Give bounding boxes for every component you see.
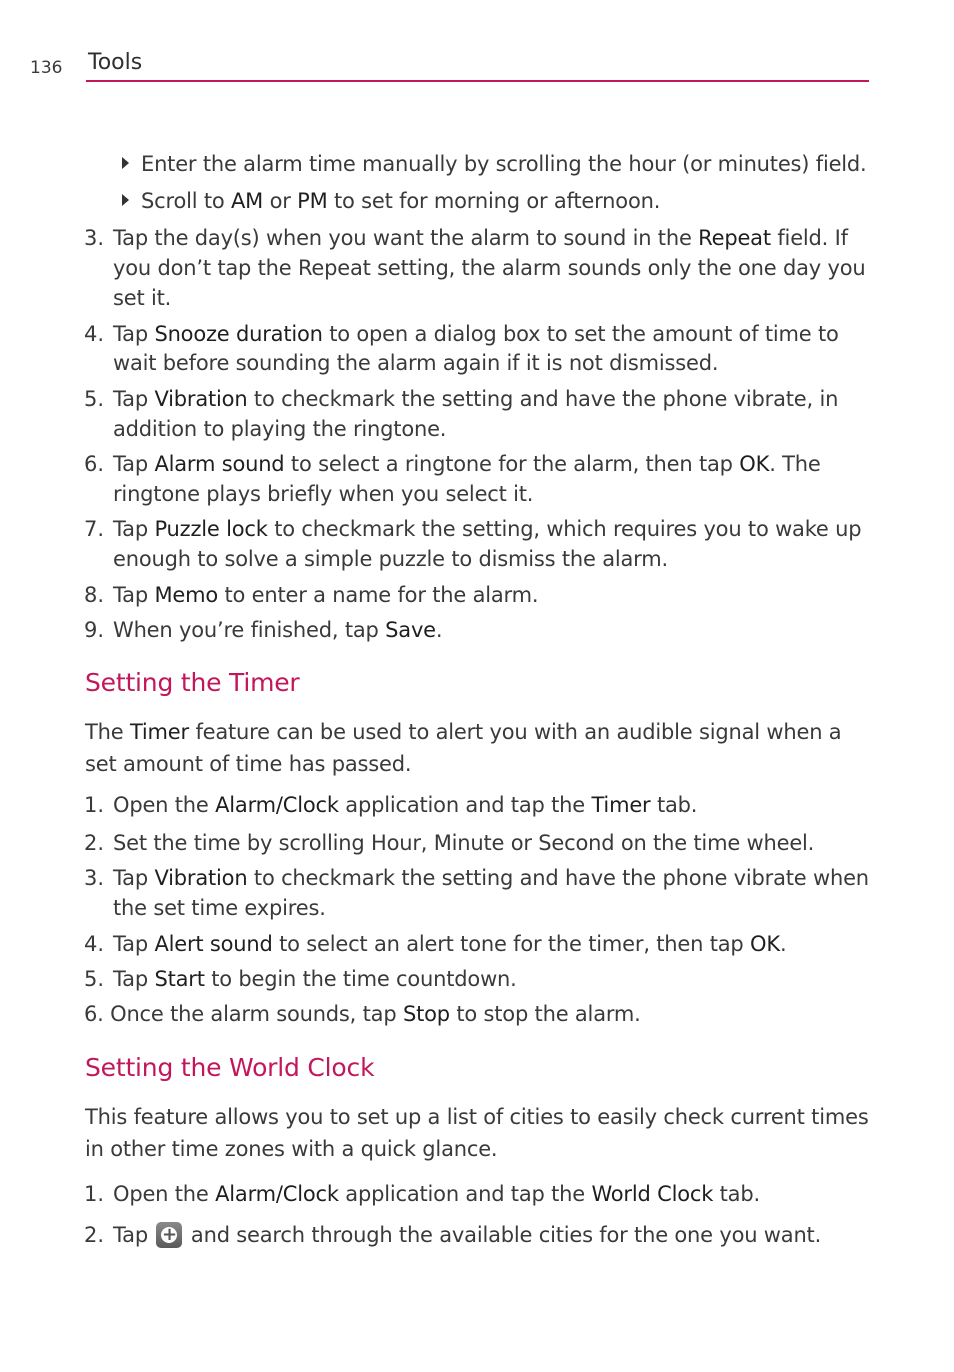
world-clock-intro-line: in other time zones with a quick glance.: [85, 1137, 498, 1161]
text: to checkmark the setting and have the phone vibrate when: [247, 866, 869, 890]
step-line: [113, 1179, 760, 1209]
step-number: 6.: [84, 452, 105, 476]
step-number: 8.: [84, 583, 105, 607]
ui-term: Alarm sound: [154, 452, 285, 476]
text: Tap: [113, 452, 155, 476]
text: to select a ringtone for the alarm, then tap: [284, 452, 740, 476]
text: to checkmark the setting and have the phone vibrate, in: [247, 387, 839, 411]
step-line: [113, 223, 848, 253]
ui-term: World Clock: [591, 1182, 714, 1206]
text: Tap: [113, 932, 155, 956]
text: .: [779, 932, 787, 956]
text: to set for morning or afternoon.: [327, 189, 661, 213]
step-line: [113, 964, 517, 994]
ui-term: PM: [297, 189, 328, 213]
ui-term: Start: [154, 967, 205, 991]
section-title: Tools: [88, 50, 143, 75]
step-line: enough to solve a simple puzzle to dismiss the alarm.: [113, 547, 668, 571]
step-line: [113, 514, 861, 544]
step-number: 2.: [84, 1223, 105, 1247]
step-number: 5.: [84, 387, 105, 411]
ui-term: OK: [750, 932, 780, 956]
text: tab.: [650, 793, 698, 817]
ui-term: Timer: [129, 720, 189, 744]
text: When you’re finished, tap: [113, 618, 386, 642]
text: to select an alert tone for the timer, then tap: [272, 932, 751, 956]
step-number: 9.: [84, 618, 105, 642]
step-line: [113, 319, 839, 349]
text: feature can be used to alert you with an audible signal when a: [188, 720, 842, 744]
ui-term: Alarm/Clock: [215, 793, 339, 817]
step-line: you don’t tap the Repeat setting, the alarm sounds only the one day you: [113, 256, 866, 280]
ui-term: Save: [385, 618, 436, 642]
step-line: [113, 449, 821, 479]
text: Tap: [113, 322, 155, 346]
text: field. If: [770, 226, 848, 250]
ui-term: Snooze duration: [154, 322, 323, 346]
text: or: [263, 189, 298, 213]
timer-heading: Setting the Timer: [85, 668, 300, 697]
text: Scroll to: [141, 189, 231, 213]
step-line: [113, 863, 869, 893]
step-number: 7.: [84, 517, 105, 541]
ui-term: Memo: [154, 583, 218, 607]
step-number: 4.: [84, 932, 105, 956]
step-line: addition to playing the ringtone.: [113, 417, 447, 441]
ui-term: OK: [739, 452, 770, 476]
step-number: 5.: [84, 967, 105, 991]
text: application and tap the: [338, 793, 592, 817]
world-clock-heading: Setting the World Clock: [85, 1053, 375, 1082]
step-number: 2.: [84, 831, 105, 855]
text: Tap the day(s) when you want the alarm to sound in the: [113, 226, 699, 250]
ui-term: Puzzle lock: [154, 517, 268, 541]
text: Tap: [113, 517, 155, 541]
ui-term: Stop: [402, 1002, 450, 1026]
timer-intro-line: [85, 717, 841, 747]
text: . The: [769, 452, 821, 476]
ui-term: Alert sound: [154, 932, 273, 956]
bullet-item: [141, 186, 660, 216]
step-number: 3.: [84, 226, 105, 250]
step-number: 1.: [84, 793, 105, 817]
text: 6. Once the alarm sounds, tap: [84, 1002, 403, 1026]
page-header: [0, 0, 954, 90]
step-line: ringtone plays briefly when you select it.: [113, 482, 534, 506]
ui-term: Alarm/Clock: [215, 1182, 339, 1206]
text: Tap: [113, 866, 155, 890]
bullet-text: Enter the alarm time manually by scrolling the hour (or minutes) field.: [141, 152, 867, 176]
bullet-triangle-icon: [122, 157, 129, 169]
step-line: [113, 580, 538, 610]
step-line: set it.: [113, 286, 172, 310]
step-line: [113, 790, 697, 820]
add-icon: [156, 1222, 182, 1248]
ui-term: Timer: [591, 793, 651, 817]
header-rule: [86, 80, 869, 82]
text: tab.: [713, 1182, 760, 1206]
step-line: [113, 384, 838, 414]
ui-term: Vibration: [154, 387, 248, 411]
timer-intro-line: set amount of time has passed.: [85, 752, 412, 776]
bullet-triangle-icon: [122, 194, 129, 206]
step-line: wait before sounding the alarm again if it is not dismissed.: [113, 351, 719, 375]
text: application and tap the: [338, 1182, 592, 1206]
ui-term: Repeat: [698, 226, 771, 250]
text: Open the: [113, 1182, 216, 1206]
text: and search through the available cities for the one you want.: [184, 1223, 822, 1247]
text: to enter a name for the alarm.: [217, 583, 539, 607]
step-line: [113, 615, 442, 645]
step-line: the set time expires.: [113, 896, 326, 920]
ui-term: AM: [231, 189, 264, 213]
text: to checkmark the setting, which requires you to wake up: [267, 517, 862, 541]
step-number: 1.: [84, 1182, 105, 1206]
step-line: Set the time by scrolling Hour, Minute or Second on the time wheel.: [113, 831, 815, 855]
step-number: 4.: [84, 322, 105, 346]
text: to stop the alarm.: [449, 1002, 641, 1026]
step-line: [113, 929, 786, 959]
page-number: 136: [30, 58, 63, 78]
text: Tap: [113, 583, 155, 607]
text: Tap: [113, 387, 155, 411]
text: The: [85, 720, 130, 744]
text: Tap: [113, 1223, 155, 1247]
text: .: [435, 618, 443, 642]
text: Tap: [113, 967, 155, 991]
text: to begin the time countdown.: [204, 967, 517, 991]
step-number: 3.: [84, 866, 105, 890]
text: to open a dialog box to set the amount of time to: [322, 322, 839, 346]
step-line: [113, 1220, 821, 1250]
step-line: [84, 999, 641, 1029]
bullet-item: [141, 149, 867, 179]
ui-term: Vibration: [154, 866, 248, 890]
text: Open the: [113, 793, 216, 817]
world-clock-intro-line: This feature allows you to set up a list of cities to easily check current times: [85, 1105, 869, 1129]
